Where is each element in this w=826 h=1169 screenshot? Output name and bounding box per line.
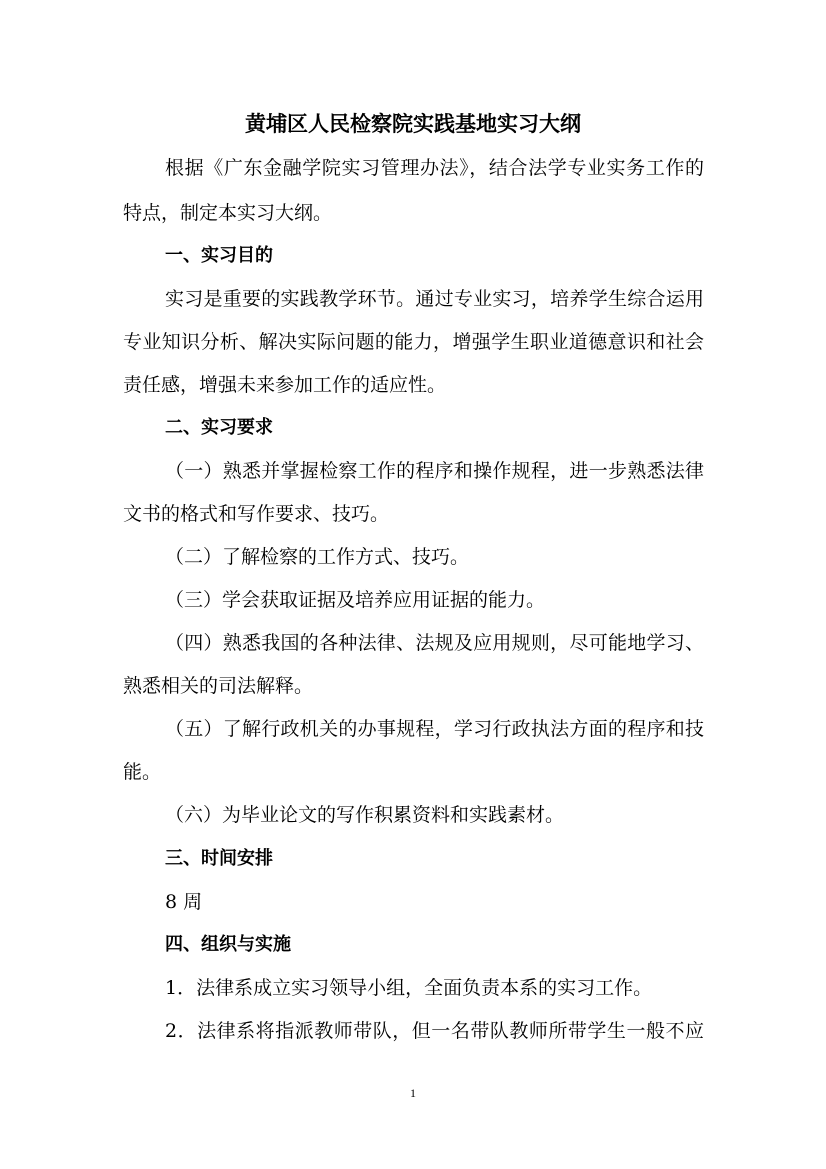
requirement-3: （三）学会获取证据及培养应用证据的能力。 xyxy=(165,589,546,611)
requirement-1-line-1: （一）熟悉并掌握检察工作的程序和操作规程，进一步熟悉法律 xyxy=(165,460,704,482)
section-3-heading: 三、时间安排 xyxy=(165,848,273,869)
intro-line-1: 根据《广东金融学院实习管理办法》，结合法学专业实务工作的 xyxy=(165,157,704,179)
section-1-heading: 一、实习目的 xyxy=(165,245,273,266)
requirement-1-line-2: 文书的格式和写作要求、技巧。 xyxy=(123,503,390,525)
section-4-item-2: 2．法律系将指派教师带队，但一名带队教师所带学生一般不应 xyxy=(165,1020,704,1042)
section-1-line-3: 责任感，增强未来参加工作的适应性。 xyxy=(123,374,447,396)
page-number: 1 xyxy=(410,1086,416,1100)
requirement-4-line-1: （四）熟悉我国的各种法律、法规及应用规则，尽可能地学习、 xyxy=(165,632,704,654)
section-4-item-1: 1．法律系成立实习领导小组，全面负责本系的实习工作。 xyxy=(165,977,653,999)
requirement-6: （六）为毕业论文的写作积累资料和实践素材。 xyxy=(165,804,565,826)
requirement-5-line-2: 能。 xyxy=(123,761,162,783)
section-4-heading: 四、组织与实施 xyxy=(165,934,291,955)
requirement-5-line-1: （五）了解行政机关的办事规程，学习行政执法方面的程序和技 xyxy=(165,718,704,740)
requirement-2: （二）了解检察的工作方式、技巧。 xyxy=(165,546,470,568)
section-1-line-1: 实习是重要的实践教学环节。通过专业实习，培养学生综合运用 xyxy=(165,288,704,310)
intro-line-2: 特点，制定本实习大纲。 xyxy=(123,202,333,224)
section-2-heading: 二、实习要求 xyxy=(165,417,273,438)
section-3-body: 8 周 xyxy=(165,891,203,913)
document-title: 黄埔区人民检察院实践基地实习大纲 xyxy=(245,112,581,136)
section-1-line-2: 专业知识分析、解决实际问题的能力，增强学生职业道德意识和社会 xyxy=(123,331,704,353)
requirement-4-line-2: 熟悉相关的司法解释。 xyxy=(123,675,314,697)
